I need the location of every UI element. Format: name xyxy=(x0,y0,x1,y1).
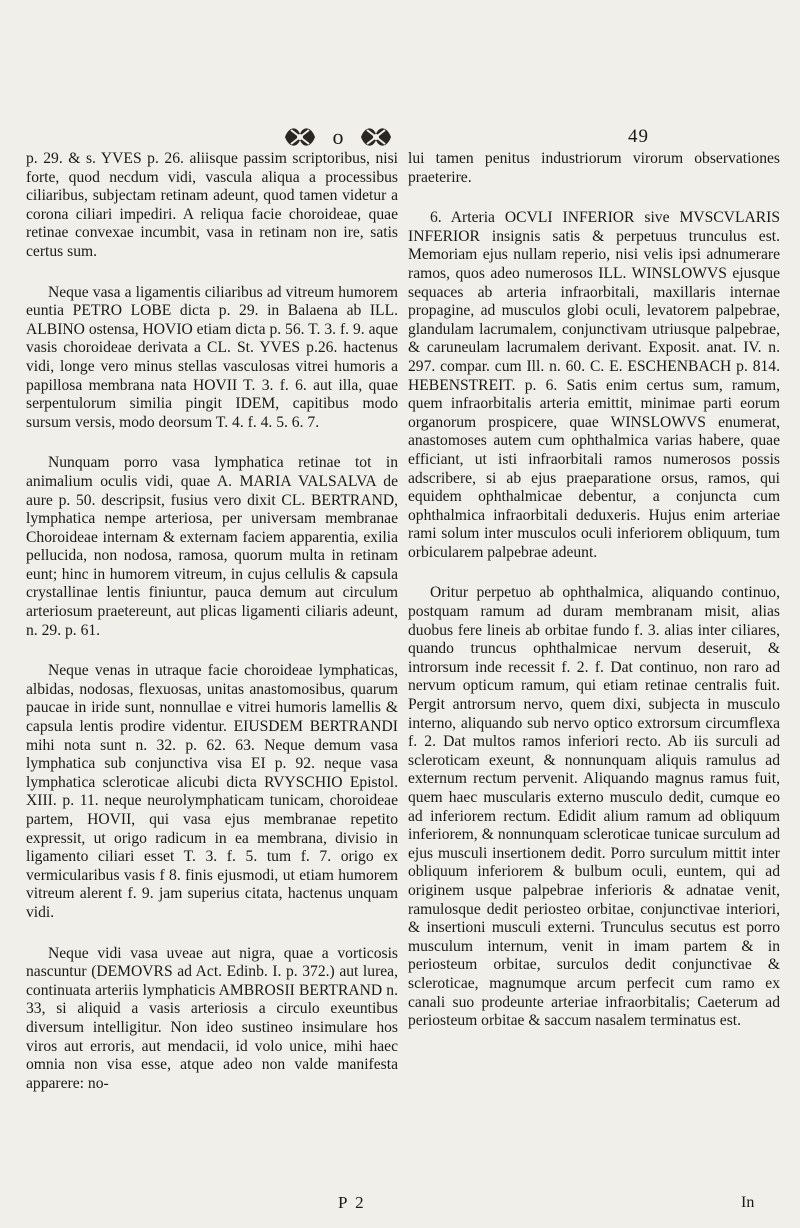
left-paragraph-3: Nunquam porro vasa lymphatica retinae tot in animalium oculis vidi, quae A. MARIA VALSALVA de aure p. 50. descripsit, fusius vero dixit CL. BERTRAND, lymphatica nempe arteriosa, per universam membranae Choroideae internam & externam faciem apparentia, exilia pellucida, non nodosa, ramosa, quorum multa in retinam eunt; hinc in humorem vitreum, in cujus cellulis & capsula crystallinae lentis finiuntur, pauca demum aut circulum arteriosum praetereunt, aut plicas ligamenti ciliaris adeunt, n. 29. p. 61. xyxy=(26,454,398,639)
left-paragraph-4: Neque venas in utraque facie choroideae lymphaticas, albidas, nodosas, flexuosas, unitas anastomosibus, quarum paucae in iride sunt, nonnullae e vitrei humoris lamellis & capsula lentis prodire videntur. EIUSDEM BERTRANDI mihi nota sunt n. 32. p. 62. 63. Neque demum vasa lymphatica sub conjunctiva visa EI p. 92. neque vasa lymphatica scleroticae alicubi dicta RVYSCHIO Epistol. XIII. p. 11. neque neurolymphaticam tunicam, choroideae partem, HOVII, qui vasa ejus membranae repetito expressit, ut origo radicum in ea membrana, divisio in ligamento ciliari esset T. 3. f. 5. tum f. 7. origo ex vermicularibus vasis f 8. finis ejusmodi, ut etiam humorem vitreum alerent f. 9. jam superius citata, hactenus unquam vidi. xyxy=(26,662,398,921)
fleuron-right-icon xyxy=(359,124,393,150)
left-paragraph-5: Neque vidi vasa uveae aut nigra, quae a vorticosis nascuntur (DEMOVRS ad Act. Edinb. I. p. 372.) aut lurea, continuata arteriis lymphaticis AMBROSII BERTRAND n. 33, si aliquid a vasis arteriosis a circulo exeuntibus diversum intelligitur. Non ideo sustineo insimulare hos viros aut erroris, aut mendacii, id volo unice, mihi haec omnia non visa esse, atque adeo non valde manifesta apparere: no- xyxy=(26,944,398,1092)
page-number: 49 xyxy=(628,126,649,147)
right-paragraph-2: 6. Arteria OCVLI INFERIOR sive MVSCVLARIS INFERIOR insignis satis & perpetuus trunculus est. Memoriam ejus nullam reperio, nisi velis ipsi adnumerare ramos, quos adeo numerosos ILL. WINSLOWVS ejusque sequaces ab arteria infraorbitali, maxillaris internae propagine, ad musculos globi oculi, levatorem palpebrae, glandulam lacrumalem, conjunctivam utriusque palpebrae, & caruneulam lacrumalem derivant. Exposit. anat. IV. n. 297. compar. cum Ill. n. 60. C. E. ESCHENBACH p. 814. HEBENSTREIT. p. 6. Satis enim certus sum, ramum, quem infraorbitalis arteria emittit, minimae parti eorum organorum prospicere, quae WINSLOWVS enumerat, anastomoses autem cum ophthalmica varias habere, quae efficiant, ut isti infraorbitali ramos numerosos possis adscribere, si ab ejus praeparatione orsus, ramos, qui equidem ophthalmicae debentur, a conjuncta cum ophthalmica infraorbitali deduxeris. Hujus enim arteriae rami solum inter musculos oculi inferiorem obliquum, tum orbicularem palpebrae adeunt. xyxy=(408,209,780,561)
fleuron-left-icon xyxy=(283,124,317,150)
left-column xyxy=(26,150,398,1115)
left-paragraph-2: Neque vasa a ligamentis ciliaribus ad vitreum humorem euntia PETRO LOBE dicta p. 29. in Balaena ab ILL. ALBINO ostensa, HOVIO etiam dicta p. 56. T. 3. f. 9. aque vasis choroideae derivata a CL. St. YVES p.26. hactenus vidi, longe vero minus stellas vasculosas vitrei humoris a papillosa membrana nata HOVII T. 3. f. 6. aut illa, quae serpentulorum similia pingit IDEM, capitibus modo sursum versis, modo deorsum T. 4. f. 4. 5. 6. 7. xyxy=(26,283,398,431)
right-column xyxy=(408,150,780,1053)
right-paragraph-3: Oritur perpetuo ab ophthalmica, aliquando continuo, postquam ramum ad duram membranam misit, alias duobus fere lineis ab orbitae fundo f. 3. alias inter ciliares, quando truncus ophthalmicae nervum deseruit, & introrsum inde recessit f. 2. f. Dat continuo, non raro ad nervum opticum ramum, qui etiam retinae centralis fuit. Pergit antrorsum nervo, quem dixi, subjecta in musculo interno, aliquando sub nervo optico extrorsum circumflexa f. 2. Dat multos ramos inferiori recto. Ab iis surculi ad scleroticam exeunt, & nonnunquam aliquis ramulus ad externum rectum pervenit. Aliquando magnus ramus fuit, quem haec muscularis externo musculo dedit, cumque eo ad inferiorem rectum. Edidit alium ramum ad obliquum inferiorem, & nonnunquam scleroticae tunicae surculum ad ejus musculi insertionem dedit. Porro surculum mittit inter obliquum inferiorem & bulbum oculi, euntem, qui ad originem usque palpebrae inferioris & adnatae venit, ramulosque dedit periosteo orbitae, conjunctivae interiori, & insertioni musculi externi. Trunculus secutus est porro musculum internum, venit in imam partem & in periosteum orbitae, surculos dedit conjunctivae & scleroticae, magnumque arcum perfecit cum ramo ex canali suo prodeunte arteriae infraorbitalis; Caeterum ad periosteum orbitae & saccum nasalem terminatus est. xyxy=(408,584,780,1030)
catchword: In xyxy=(741,1194,755,1211)
header-ornament xyxy=(283,122,393,152)
right-paragraph-1: lui tamen penitus industriorum virorum observationes praeterire. xyxy=(408,150,780,186)
left-paragraph-1: p. 29. & s. YVES p. 26. aliisque passim scriptoribus, nisi forte, quod necdum vidi, vascula aliqua a processibus ciliaribus, subjectam retinam adeunt, quod tamen videtur a corona ciliari impediri. A reliqua facie choroideae, quae retinae convexae incumbit, vasa in retinam non ire, satis certus sum. xyxy=(26,150,398,260)
signature-mark: P 2 xyxy=(338,1193,366,1212)
ornament-center-glyph: o xyxy=(332,124,344,149)
